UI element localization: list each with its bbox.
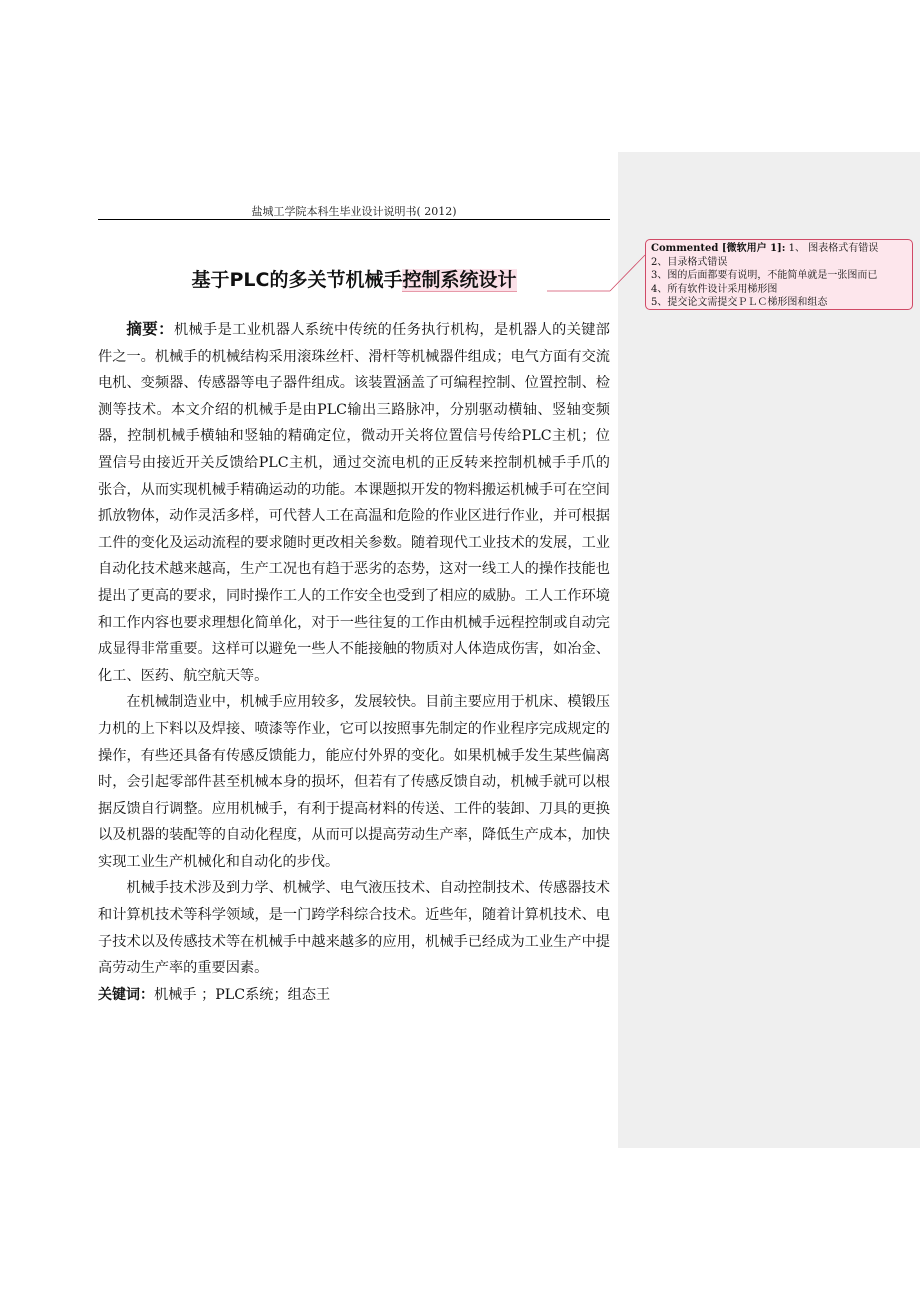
keywords-line [98,982,610,1009]
comment-item-3: 3、图的后面都要有说明，不能简单就是一张图而已 [651,270,878,282]
abstract-paragraph-1 [98,316,610,689]
review-comment-balloon[interactable] [645,239,913,310]
page-header: 盐城工学院本科生毕业设计说明书( 2012) [251,205,457,218]
abstract-p1-text: 机械手是工业机器人系统中传统的任务执行机构，是机器人的关键部件之一。机械手的机械结构采用滚珠丝杆、滑杆等机械器件组成；电气方面有交流电机、变频器、传感器等电子器件组成。该装置涵盖了可编程控制、位置控制、检测等技术。本文介绍的机械手是由PLC输出三路脉冲，分别驱动横轴、竖轴变频器，控制机械手横轴和竖轴的精确定位，微动开关将位置信号传给PLC主机；位置信号由接近开关反馈给PLC主机，通过交流电机的正反转来控制机械手手爪的张合，从而实现机械手精确运动的功能。本课题拟开发的物料搬运机械手可在空间抓放物体，动作灵活多样，可代替人工在高温和危险的作业区进行作业，并可根据工件的变化及运动流程的要求随时更改相关参数。随着现代工业技术的发展，工业自动化技术越来越高，生产工况也有趋于恶劣的态势，这对一线工人的操作技能也提出了更高的要求，同时操作工人的工作安全也受到了相应的威胁。工人工作环境和工作内容也要求理想化简单化，对于一些往复的工作由机械手远程控制或自动完成显得非常重要。这样可以避免一些人不能接触的物质对人体造成伤害，如冶金、化工、医药、航空航天等。 [98,322,610,684]
comment-line-1 [651,242,907,256]
abstract-paragraph-3: 机械手技术涉及到力学、机械学、电气液压技术、自动控制技术、传感器技术和计算机技术等科学领域，是一门跨学科综合技术。近些年，随着计算机技术、电子技术以及传感技术等在机械手中越来越多的应用，机械手已经成为工业生产中提高劳动生产率的重要因素。 [98,880,610,977]
comment-item-5: 5、提交论文需提交ＰＬＣ梯形图和组态 [651,297,828,309]
keywords-text: 机械手 ；PLC系统；组态王 [154,986,331,1003]
comment-item-1: 1、 图表格式有错误 [785,243,879,254]
comment-item-2: 2、目录格式错误 [651,256,728,268]
title-plain: 基于PLC的多关节机械手 [191,269,403,291]
abstract-label: 摘要： [126,320,174,338]
comment-author: Commented [微软用户 1]: [651,243,786,254]
keywords-label: 关键词： [98,986,154,1003]
abstract-body [98,316,610,1008]
header-rule [98,219,610,220]
document-title [98,266,610,294]
comment-item-4: 4、所有软件设计采用梯形图 [651,283,778,295]
title-commented-range[interactable]: 控制系统设计 [402,269,517,291]
abstract-paragraph-2: 在机械制造业中，机械手应用较多，发展较快。目前主要应用于机床、模锻压力机的上下料以及焊接、喷漆等作业，它可以按照事先制定的作业程序完成规定的操作，有些还具备有传感反馈能力，能应付外界的变化。如果机械手发生某些偏离时，会引起零部件甚至机械本身的损坏，但若有了传感反馈自动，机械手就可以根据反馈自行调整。应用机械手，有利于提高材料的传送、工件的装卸、刀具的更换以及机器的装配等的自动化程度，从而可以提高劳动生产率，降低生产成本，加快实现工业生产机械化和自动化的步伐。 [98,694,610,870]
